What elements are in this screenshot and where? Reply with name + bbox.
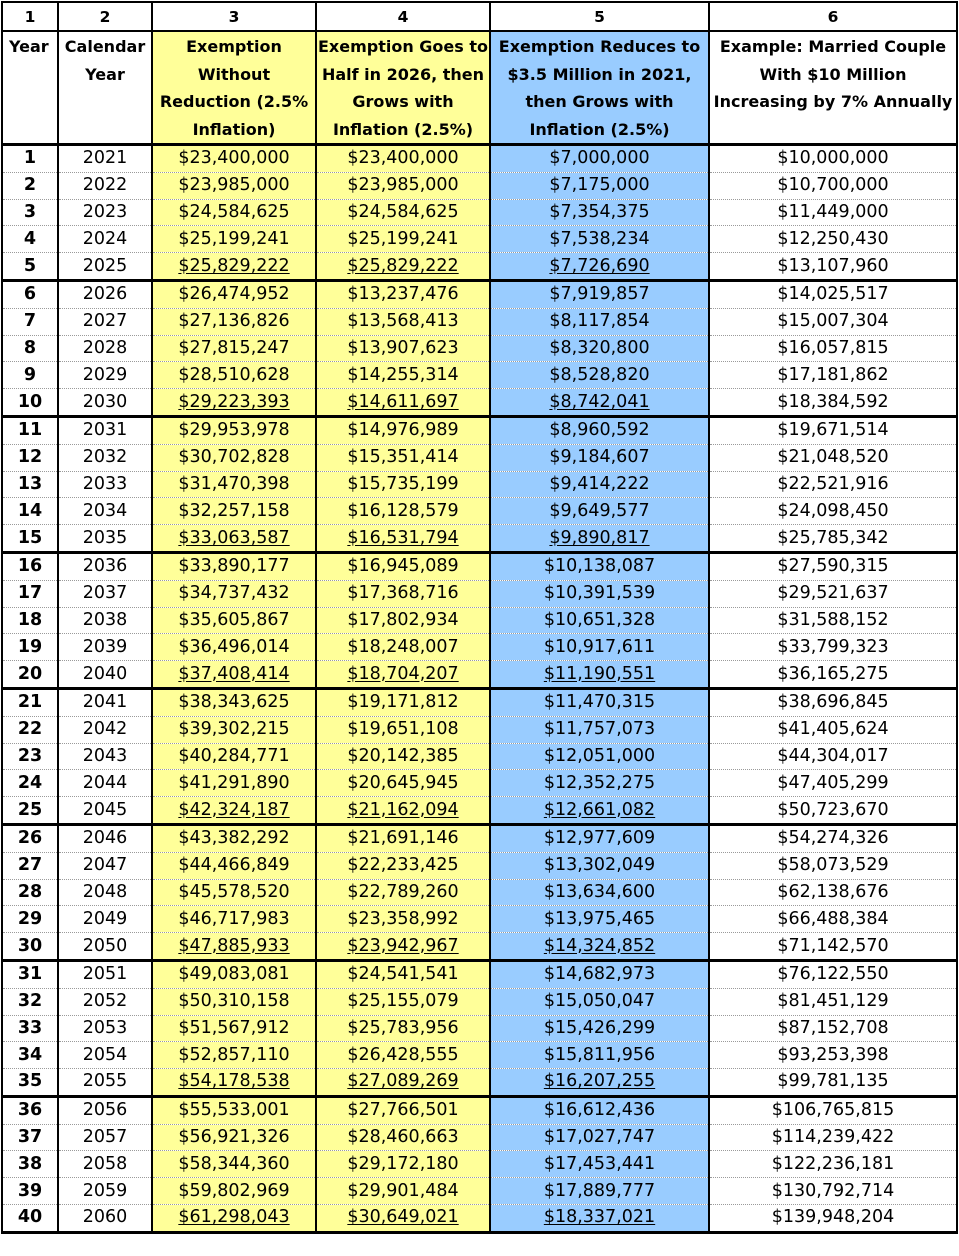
cell-exemption-3-5-million: $7,726,690 [490,253,709,281]
header-row [2,31,957,145]
cell-married-couple-example: $44,304,017 [709,743,957,770]
cell-exemption-half-2026: $23,985,000 [316,172,490,199]
cell-exemption-half-2026: $23,400,000 [316,145,490,173]
cell-exemption-without-reduction: $23,400,000 [152,145,316,173]
table-row [2,852,957,879]
cell-calendar-year: 2044 [58,770,152,797]
table-row [2,1042,957,1069]
cell-calendar-year: 2059 [58,1178,152,1205]
table-row [2,988,957,1015]
cell-year: 37 [2,1124,58,1151]
table-row [2,552,957,580]
cell-year: 32 [2,988,58,1015]
column-number: 1 [2,2,58,31]
cell-exemption-3-5-million: $17,027,747 [490,1124,709,1151]
cell-exemption-half-2026: $24,584,625 [316,199,490,226]
cell-exemption-without-reduction: $55,533,001 [152,1096,316,1124]
cell-exemption-3-5-million: $10,138,087 [490,552,709,580]
cell-year: 29 [2,906,58,933]
cell-year: 28 [2,879,58,906]
cell-married-couple-example: $114,239,422 [709,1124,957,1151]
table-row [2,797,957,825]
cell-year: 27 [2,852,58,879]
cell-married-couple-example: $31,588,152 [709,607,957,634]
cell-exemption-half-2026: $28,460,663 [316,1124,490,1151]
cell-exemption-3-5-million: $8,320,800 [490,335,709,362]
cell-calendar-year: 2032 [58,444,152,471]
cell-exemption-without-reduction: $50,310,158 [152,988,316,1015]
cell-exemption-3-5-million: $12,661,082 [490,797,709,825]
cell-year: 5 [2,253,58,281]
cell-exemption-half-2026: $18,704,207 [316,661,490,689]
table-row [2,1205,957,1233]
cell-exemption-half-2026: $16,945,089 [316,552,490,580]
cell-married-couple-example: $71,142,570 [709,933,957,961]
cell-year: 39 [2,1178,58,1205]
cell-calendar-year: 2022 [58,172,152,199]
cell-married-couple-example: $10,700,000 [709,172,957,199]
cell-calendar-year: 2029 [58,362,152,389]
table-row [2,661,957,689]
cell-year: 8 [2,335,58,362]
cell-exemption-3-5-million: $14,324,852 [490,933,709,961]
table-row [2,498,957,525]
cell-exemption-3-5-million: $17,889,777 [490,1178,709,1205]
cell-exemption-3-5-million: $11,190,551 [490,661,709,689]
cell-exemption-without-reduction: $24,584,625 [152,199,316,226]
cell-exemption-without-reduction: $25,829,222 [152,253,316,281]
cell-year: 11 [2,416,58,444]
table-row [2,308,957,335]
cell-exemption-half-2026: $22,789,260 [316,879,490,906]
cell-exemption-half-2026: $13,568,413 [316,308,490,335]
cell-exemption-without-reduction: $43,382,292 [152,824,316,852]
cell-exemption-without-reduction: $49,083,081 [152,960,316,988]
cell-exemption-3-5-million: $14,682,973 [490,960,709,988]
cell-calendar-year: 2057 [58,1124,152,1151]
cell-exemption-3-5-million: $11,470,315 [490,688,709,716]
table-row [2,471,957,498]
cell-married-couple-example: $122,236,181 [709,1151,957,1178]
cell-year: 6 [2,280,58,308]
header-married-couple-example [709,31,957,145]
table-row [2,634,957,661]
cell-exemption-3-5-million: $7,000,000 [490,145,709,173]
cell-calendar-year: 2046 [58,824,152,852]
cell-exemption-half-2026: $25,829,222 [316,253,490,281]
column-number-row [2,2,957,31]
cell-married-couple-example: $19,671,514 [709,416,957,444]
cell-exemption-half-2026: $25,155,079 [316,988,490,1015]
cell-year: 17 [2,580,58,607]
cell-exemption-3-5-million: $12,051,000 [490,743,709,770]
cell-married-couple-example: $87,152,708 [709,1015,957,1042]
cell-exemption-half-2026: $29,172,180 [316,1151,490,1178]
cell-calendar-year: 2053 [58,1015,152,1042]
cell-exemption-3-5-million: $9,890,817 [490,525,709,553]
column-number: 6 [709,2,957,31]
cell-year: 24 [2,770,58,797]
cell-exemption-without-reduction: $25,199,241 [152,226,316,253]
cell-married-couple-example: $21,048,520 [709,444,957,471]
cell-calendar-year: 2056 [58,1096,152,1124]
cell-calendar-year: 2054 [58,1042,152,1069]
cell-year: 25 [2,797,58,825]
cell-exemption-without-reduction: $38,343,625 [152,688,316,716]
cell-married-couple-example: $10,000,000 [709,145,957,173]
cell-calendar-year: 2037 [58,580,152,607]
cell-calendar-year: 2025 [58,253,152,281]
cell-exemption-3-5-million: $9,649,577 [490,498,709,525]
cell-exemption-half-2026: $17,368,716 [316,580,490,607]
column-number: 2 [58,2,152,31]
cell-married-couple-example: $81,451,129 [709,988,957,1015]
cell-year: 2 [2,172,58,199]
cell-calendar-year: 2058 [58,1151,152,1178]
cell-exemption-3-5-million: $10,917,611 [490,634,709,661]
cell-calendar-year: 2060 [58,1205,152,1233]
cell-exemption-without-reduction: $44,466,849 [152,852,316,879]
header-married-couple-text: Example: Married Couple With $10 Million Increasing by 7% Annually [713,37,953,111]
table-row [2,1151,957,1178]
cell-married-couple-example: $16,057,815 [709,335,957,362]
cell-married-couple-example: $24,098,450 [709,498,957,525]
column-number: 4 [316,2,490,31]
cell-exemption-without-reduction: $61,298,043 [152,1205,316,1233]
cell-married-couple-example: $29,521,637 [709,580,957,607]
table-row [2,879,957,906]
cell-calendar-year: 2031 [58,416,152,444]
cell-exemption-half-2026: $24,541,541 [316,960,490,988]
table-row [2,688,957,716]
cell-married-couple-example: $93,253,398 [709,1042,957,1069]
cell-year: 14 [2,498,58,525]
cell-year: 34 [2,1042,58,1069]
cell-married-couple-example: $17,181,862 [709,362,957,389]
cell-exemption-3-5-million: $18,337,021 [490,1205,709,1233]
cell-married-couple-example: $41,405,624 [709,716,957,743]
cell-exemption-half-2026: $16,128,579 [316,498,490,525]
cell-exemption-3-5-million: $15,426,299 [490,1015,709,1042]
cell-exemption-half-2026: $22,233,425 [316,852,490,879]
cell-exemption-without-reduction: $27,136,826 [152,308,316,335]
cell-married-couple-example: $38,696,845 [709,688,957,716]
table-row [2,444,957,471]
cell-year: 35 [2,1069,58,1097]
table-row [2,716,957,743]
cell-year: 12 [2,444,58,471]
cell-exemption-3-5-million: $7,538,234 [490,226,709,253]
table-row [2,933,957,961]
cell-exemption-3-5-million: $8,528,820 [490,362,709,389]
cell-exemption-half-2026: $25,783,956 [316,1015,490,1042]
table-row [2,1015,957,1042]
cell-calendar-year: 2028 [58,335,152,362]
cell-exemption-without-reduction: $31,470,398 [152,471,316,498]
cell-calendar-year: 2047 [58,852,152,879]
cell-exemption-without-reduction: $26,474,952 [152,280,316,308]
cell-exemption-3-5-million: $10,391,539 [490,580,709,607]
table-row [2,253,957,281]
cell-exemption-3-5-million: $12,352,275 [490,770,709,797]
cell-married-couple-example: $47,405,299 [709,770,957,797]
table-row [2,1069,957,1097]
cell-calendar-year: 2052 [58,988,152,1015]
cell-married-couple-example: $36,165,275 [709,661,957,689]
cell-exemption-3-5-million: $11,757,073 [490,716,709,743]
cell-married-couple-example: $62,138,676 [709,879,957,906]
column-number: 3 [152,2,316,31]
table-row [2,362,957,389]
cell-exemption-half-2026: $18,248,007 [316,634,490,661]
cell-calendar-year: 2049 [58,906,152,933]
cell-calendar-year: 2030 [58,389,152,417]
cell-exemption-3-5-million: $15,811,956 [490,1042,709,1069]
cell-exemption-3-5-million: $10,651,328 [490,607,709,634]
table-row [2,607,957,634]
cell-exemption-without-reduction: $32,257,158 [152,498,316,525]
cell-calendar-year: 2045 [58,797,152,825]
table-row [2,1096,957,1124]
cell-year: 16 [2,552,58,580]
cell-exemption-half-2026: $19,171,812 [316,688,490,716]
cell-exemption-without-reduction: $56,921,326 [152,1124,316,1151]
cell-exemption-without-reduction: $42,324,187 [152,797,316,825]
cell-exemption-without-reduction: $41,291,890 [152,770,316,797]
cell-exemption-half-2026: $20,645,945 [316,770,490,797]
cell-exemption-half-2026: $15,351,414 [316,444,490,471]
cell-exemption-without-reduction: $51,567,912 [152,1015,316,1042]
cell-exemption-3-5-million: $9,184,607 [490,444,709,471]
cell-year: 13 [2,471,58,498]
cell-exemption-without-reduction: $27,815,247 [152,335,316,362]
cell-married-couple-example: $12,250,430 [709,226,957,253]
cell-exemption-3-5-million: $7,175,000 [490,172,709,199]
table-row [2,580,957,607]
cell-exemption-3-5-million: $13,975,465 [490,906,709,933]
cell-exemption-3-5-million: $16,612,436 [490,1096,709,1124]
cell-calendar-year: 2021 [58,145,152,173]
cell-married-couple-example: $33,799,323 [709,634,957,661]
cell-year: 7 [2,308,58,335]
cell-exemption-without-reduction: $35,605,867 [152,607,316,634]
cell-year: 26 [2,824,58,852]
cell-exemption-3-5-million: $8,960,592 [490,416,709,444]
cell-calendar-year: 2024 [58,226,152,253]
cell-exemption-half-2026: $16,531,794 [316,525,490,553]
cell-married-couple-example: $76,122,550 [709,960,957,988]
cell-exemption-half-2026: $20,142,385 [316,743,490,770]
table-row [2,335,957,362]
cell-married-couple-example: $54,274,326 [709,824,957,852]
table-row [2,145,957,173]
cell-exemption-half-2026: $26,428,555 [316,1042,490,1069]
cell-married-couple-example: $14,025,517 [709,280,957,308]
cell-calendar-year: 2043 [58,743,152,770]
cell-calendar-year: 2038 [58,607,152,634]
cell-year: 19 [2,634,58,661]
cell-calendar-year: 2039 [58,634,152,661]
column-number: 5 [490,2,709,31]
table-row [2,172,957,199]
cell-calendar-year: 2023 [58,199,152,226]
cell-calendar-year: 2040 [58,661,152,689]
cell-exemption-without-reduction: $34,737,432 [152,580,316,607]
cell-married-couple-example: $18,384,592 [709,389,957,417]
cell-exemption-without-reduction: $45,578,520 [152,879,316,906]
cell-exemption-half-2026: $29,901,484 [316,1178,490,1205]
table-row [2,226,957,253]
cell-exemption-without-reduction: $47,885,933 [152,933,316,961]
cell-exemption-without-reduction: $23,985,000 [152,172,316,199]
cell-exemption-half-2026: $30,649,021 [316,1205,490,1233]
cell-exemption-without-reduction: $36,496,014 [152,634,316,661]
table-row [2,906,957,933]
cell-exemption-3-5-million: $13,634,600 [490,879,709,906]
header-exemption-half-2026: Exemption Goes to Half in 2026, then Grows with Inflation (2.5%) [316,31,490,145]
cell-married-couple-example: $58,073,529 [709,852,957,879]
table-row [2,280,957,308]
cell-exemption-without-reduction: $28,510,628 [152,362,316,389]
cell-exemption-without-reduction: $33,063,587 [152,525,316,553]
cell-year: 10 [2,389,58,417]
cell-exemption-3-5-million: $9,414,222 [490,471,709,498]
cell-year: 18 [2,607,58,634]
cell-exemption-half-2026: $14,255,314 [316,362,490,389]
cell-exemption-without-reduction: $58,344,360 [152,1151,316,1178]
cell-exemption-without-reduction: $59,802,969 [152,1178,316,1205]
cell-year: 23 [2,743,58,770]
cell-calendar-year: 2050 [58,933,152,961]
cell-calendar-year: 2034 [58,498,152,525]
table-row [2,1178,957,1205]
cell-married-couple-example: $130,792,714 [709,1178,957,1205]
cell-exemption-3-5-million: $12,977,609 [490,824,709,852]
exemption-table [1,1,958,1234]
cell-exemption-half-2026: $23,358,992 [316,906,490,933]
cell-exemption-without-reduction: $37,408,414 [152,661,316,689]
cell-exemption-without-reduction: $40,284,771 [152,743,316,770]
cell-year: 21 [2,688,58,716]
cell-year: 36 [2,1096,58,1124]
cell-year: 1 [2,145,58,173]
cell-married-couple-example: $50,723,670 [709,797,957,825]
cell-married-couple-example: $22,521,916 [709,471,957,498]
cell-exemption-half-2026: $14,611,697 [316,389,490,417]
cell-exemption-without-reduction: $46,717,983 [152,906,316,933]
cell-married-couple-example: $99,781,135 [709,1069,957,1097]
cell-exemption-half-2026: $19,651,108 [316,716,490,743]
table-row [2,770,957,797]
cell-calendar-year: 2036 [58,552,152,580]
cell-exemption-3-5-million: $8,742,041 [490,389,709,417]
cell-exemption-half-2026: $13,907,623 [316,335,490,362]
table-row [2,199,957,226]
cell-year: 22 [2,716,58,743]
cell-year: 31 [2,960,58,988]
cell-married-couple-example: $106,765,815 [709,1096,957,1124]
cell-year: 3 [2,199,58,226]
cell-exemption-half-2026: $27,089,269 [316,1069,490,1097]
cell-exemption-half-2026: $21,162,094 [316,797,490,825]
table-row [2,525,957,553]
cell-exemption-without-reduction: $33,890,177 [152,552,316,580]
cell-calendar-year: 2042 [58,716,152,743]
table-row [2,743,957,770]
header-year: Year [2,31,58,145]
header-exemption-without-reduction: Exemption Without Reduction (2.5% Inflation) [152,31,316,145]
cell-year: 40 [2,1205,58,1233]
cell-married-couple-example: $27,590,315 [709,552,957,580]
cell-year: 33 [2,1015,58,1042]
cell-exemption-half-2026: $27,766,501 [316,1096,490,1124]
cell-year: 20 [2,661,58,689]
cell-calendar-year: 2041 [58,688,152,716]
table-row [2,960,957,988]
cell-exemption-half-2026: $23,942,967 [316,933,490,961]
cell-married-couple-example: $66,488,384 [709,906,957,933]
cell-exemption-half-2026: $15,735,199 [316,471,490,498]
cell-calendar-year: 2026 [58,280,152,308]
cell-exemption-half-2026: $25,199,241 [316,226,490,253]
cell-exemption-half-2026: $14,976,989 [316,416,490,444]
cell-exemption-3-5-million: $16,207,255 [490,1069,709,1097]
header-calendar-year: Calendar Year [58,31,152,145]
cell-year: 9 [2,362,58,389]
cell-year: 15 [2,525,58,553]
cell-year: 38 [2,1151,58,1178]
cell-exemption-without-reduction: $54,178,538 [152,1069,316,1097]
cell-exemption-without-reduction: $52,857,110 [152,1042,316,1069]
cell-exemption-3-5-million: $7,354,375 [490,199,709,226]
table-row [2,416,957,444]
cell-year: 4 [2,226,58,253]
cell-calendar-year: 2027 [58,308,152,335]
cell-married-couple-example: $139,948,204 [709,1205,957,1233]
cell-exemption-3-5-million: $7,919,857 [490,280,709,308]
table-row [2,389,957,417]
cell-calendar-year: 2055 [58,1069,152,1097]
cell-married-couple-example: $25,785,342 [709,525,957,553]
cell-exemption-3-5-million: $15,050,047 [490,988,709,1015]
cell-married-couple-example: $13,107,960 [709,253,957,281]
cell-exemption-half-2026: $13,237,476 [316,280,490,308]
table-row [2,1124,957,1151]
cell-exemption-without-reduction: $29,223,393 [152,389,316,417]
header-exemption-3-5-million: Exemption Reduces to $3.5 Million in 2021, then Grows with Inflation (2.5%) [490,31,709,145]
cell-exemption-3-5-million: $13,302,049 [490,852,709,879]
cell-exemption-3-5-million: $17,453,441 [490,1151,709,1178]
cell-exemption-without-reduction: $30,702,828 [152,444,316,471]
table-body [2,145,957,1233]
cell-married-couple-example: $15,007,304 [709,308,957,335]
cell-calendar-year: 2033 [58,471,152,498]
cell-exemption-without-reduction: $29,953,978 [152,416,316,444]
cell-exemption-3-5-million: $8,117,854 [490,308,709,335]
cell-year: 30 [2,933,58,961]
cell-calendar-year: 2035 [58,525,152,553]
cell-calendar-year: 2051 [58,960,152,988]
cell-calendar-year: 2048 [58,879,152,906]
cell-exemption-without-reduction: $39,302,215 [152,716,316,743]
cell-exemption-half-2026: $21,691,146 [316,824,490,852]
cell-married-couple-example: $11,449,000 [709,199,957,226]
cell-exemption-half-2026: $17,802,934 [316,607,490,634]
table-row [2,824,957,852]
